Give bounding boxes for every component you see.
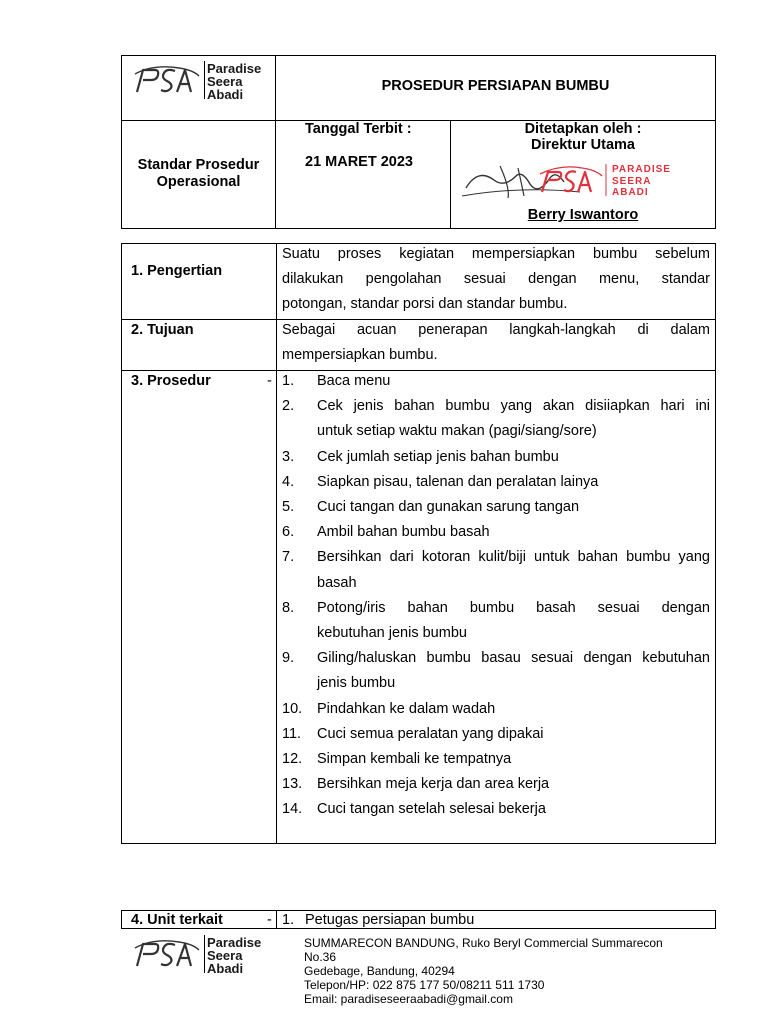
unit-dash: - xyxy=(267,912,272,928)
tujuan-label: 2. Tujuan xyxy=(131,322,194,338)
signer-text: Berry Iswantoro xyxy=(527,207,639,223)
prosedur-step-text: Bersihkan meja kerja dan area kerja xyxy=(317,776,550,793)
prosedur-step xyxy=(282,495,710,520)
ditetapkan-label: Ditetapkan oleh : xyxy=(524,121,642,137)
prosedur-step xyxy=(282,797,710,822)
prosedur-step-number: 5. xyxy=(282,499,295,515)
prosedur-step-number: 10. xyxy=(282,700,303,717)
prosedur-step xyxy=(282,520,710,545)
prosedur-step-text: Potong/iris bahan bumbu basah sesuai dengan xyxy=(317,599,710,616)
prosedur-step-number: 2. xyxy=(282,398,295,415)
jabatan: Direktur Utama xyxy=(531,137,635,153)
footer-logo xyxy=(133,936,263,976)
prosedur-step-text: Siapkan pisau, talenan dan peralatan lainya xyxy=(317,473,599,490)
tujuan-line-2: mempersiapkan bumbu. xyxy=(282,347,438,363)
prosedur-step-number: 1. xyxy=(282,373,295,389)
prosedur-step-text: jenis bumbu xyxy=(317,675,396,692)
footer-logo-line-3: Abadi xyxy=(207,961,244,976)
logo-line-1: Paradise xyxy=(207,61,262,76)
prosedur-label: 3. Prosedur xyxy=(131,373,211,389)
prosedur-step-text: Cuci tangan dan gunakan sarung tangan xyxy=(317,499,580,515)
prosedur-step-text: kebutuhan jenis bumbu xyxy=(317,624,467,641)
prosedur-step-text: Baca menu xyxy=(317,373,391,389)
prosedur-step xyxy=(282,722,710,747)
logo-line-2: Seera xyxy=(207,74,243,89)
prosedur-dash: - xyxy=(267,373,272,389)
footer-psa-logo-mark-icon xyxy=(133,936,203,970)
footer-address-line-2: No.36 xyxy=(304,950,337,964)
prosedur-step xyxy=(282,697,710,722)
tujuan-line-1: Sebagai acuan penerapan langkah-langkah di dalam xyxy=(282,322,710,338)
pengertian-line-1: Suatu proses kegiatan mempersiapkan bumbu sebelum xyxy=(282,246,710,262)
footer-address-line-3: Gedebage, Bandung, 40294 xyxy=(304,964,455,978)
prosedur-step-text: Bersihkan dari kotoran kulit/biji untuk bahan bumbu yang xyxy=(317,549,710,566)
footer-logo-line-2: Seera xyxy=(207,948,243,963)
doc-type-text: Standar Prosedur Operasional xyxy=(137,157,260,190)
footer-logo-divider xyxy=(204,935,205,973)
psa-logo-mark-icon xyxy=(133,62,203,96)
prosedur-step-text: Cek jumlah setiap jenis bahan bumbu xyxy=(317,448,559,465)
footer-logo-line-1: Paradise xyxy=(207,935,262,950)
logo-divider xyxy=(204,61,205,99)
prosedur-step-number: 13. xyxy=(282,776,303,793)
footer-email[interactable]: Email: paradiseseeraabadi@gmail.com xyxy=(304,992,513,1006)
document-title: PROSEDUR PERSIAPAN BUMBU xyxy=(381,78,610,94)
tanggal-value: 21 MARET 2023 xyxy=(305,154,413,170)
pengertian-label: 1. Pengertian xyxy=(131,263,223,279)
prosedur-step xyxy=(282,596,710,646)
prosedur-step xyxy=(282,445,710,470)
prosedur-step xyxy=(282,394,710,444)
logo-line-3: Abadi xyxy=(207,87,244,102)
footer-address-line-1: SUMMARECON BANDUNG, Ruko Beryl Commercial Summarecon xyxy=(304,936,663,950)
prosedur-step-text: Cuci tangan setelah selesai bekerja xyxy=(317,801,546,818)
pengertian-line-3: potongan, standar porsi dan standar bumbu. xyxy=(282,296,568,312)
prosedur-step xyxy=(282,369,710,394)
tanggal-label: Tanggal Terbit : xyxy=(305,121,412,137)
unit-text: Petugas persiapan bumbu xyxy=(305,912,475,928)
prosedur-step-number: 14. xyxy=(282,801,303,818)
prosedur-step-number: 3. xyxy=(282,448,295,465)
prosedur-step xyxy=(282,772,710,797)
prosedur-step xyxy=(282,470,710,495)
prosedur-step xyxy=(282,646,710,696)
prosedur-step-text: Simpan kembali ke tempatnya xyxy=(317,751,512,767)
footer-phone: Telepon/HP: 022 875 177 50/08211 511 1730 xyxy=(304,978,545,992)
prosedur-step-text: basah xyxy=(317,574,357,591)
company-logo xyxy=(133,62,263,102)
prosedur-step-text: Giling/haluskan bumbu basau sesuai dengan kebutuhan xyxy=(317,650,710,667)
unit-label: 4. Unit terkait xyxy=(131,912,223,928)
prosedur-step-number: 9. xyxy=(282,650,295,667)
stamp-line-1: PARADISE xyxy=(612,164,671,175)
prosedur-step-text: Pindahkan ke dalam wadah xyxy=(317,700,496,717)
pengertian-line-2: dilakukan pengolahan sesuai dengan menu, standar xyxy=(282,271,710,287)
prosedur-step-number: 7. xyxy=(282,549,295,566)
prosedur-step-number: 4. xyxy=(282,473,295,490)
prosedur-step-number: 11. xyxy=(282,725,302,742)
prosedur-step xyxy=(282,747,710,772)
prosedur-step-text: Ambil bahan bumbu basah xyxy=(317,524,490,541)
signature-stamp xyxy=(460,158,700,208)
prosedur-step xyxy=(282,545,710,595)
prosedur-step-number: 8. xyxy=(282,599,295,616)
doc-type xyxy=(122,157,275,191)
signer-name xyxy=(451,207,715,223)
prosedur-step-number: 6. xyxy=(282,524,295,541)
stamp-line-2: SEERA xyxy=(612,176,652,187)
unit-num: 1. xyxy=(282,912,295,928)
prosedur-step-text: Cuci semua peralatan yang dipakai xyxy=(317,725,544,742)
prosedur-step-text: untuk setiap waktu makan (pagi/siang/sore) xyxy=(317,423,597,440)
footer-address xyxy=(304,936,714,1006)
stamp-line-3: ABADI xyxy=(612,187,649,198)
prosedur-step-text: Cek jenis bahan bumbu yang akan disiiapkan hari ini xyxy=(317,398,710,415)
prosedur-step-number: 12. xyxy=(282,751,303,767)
